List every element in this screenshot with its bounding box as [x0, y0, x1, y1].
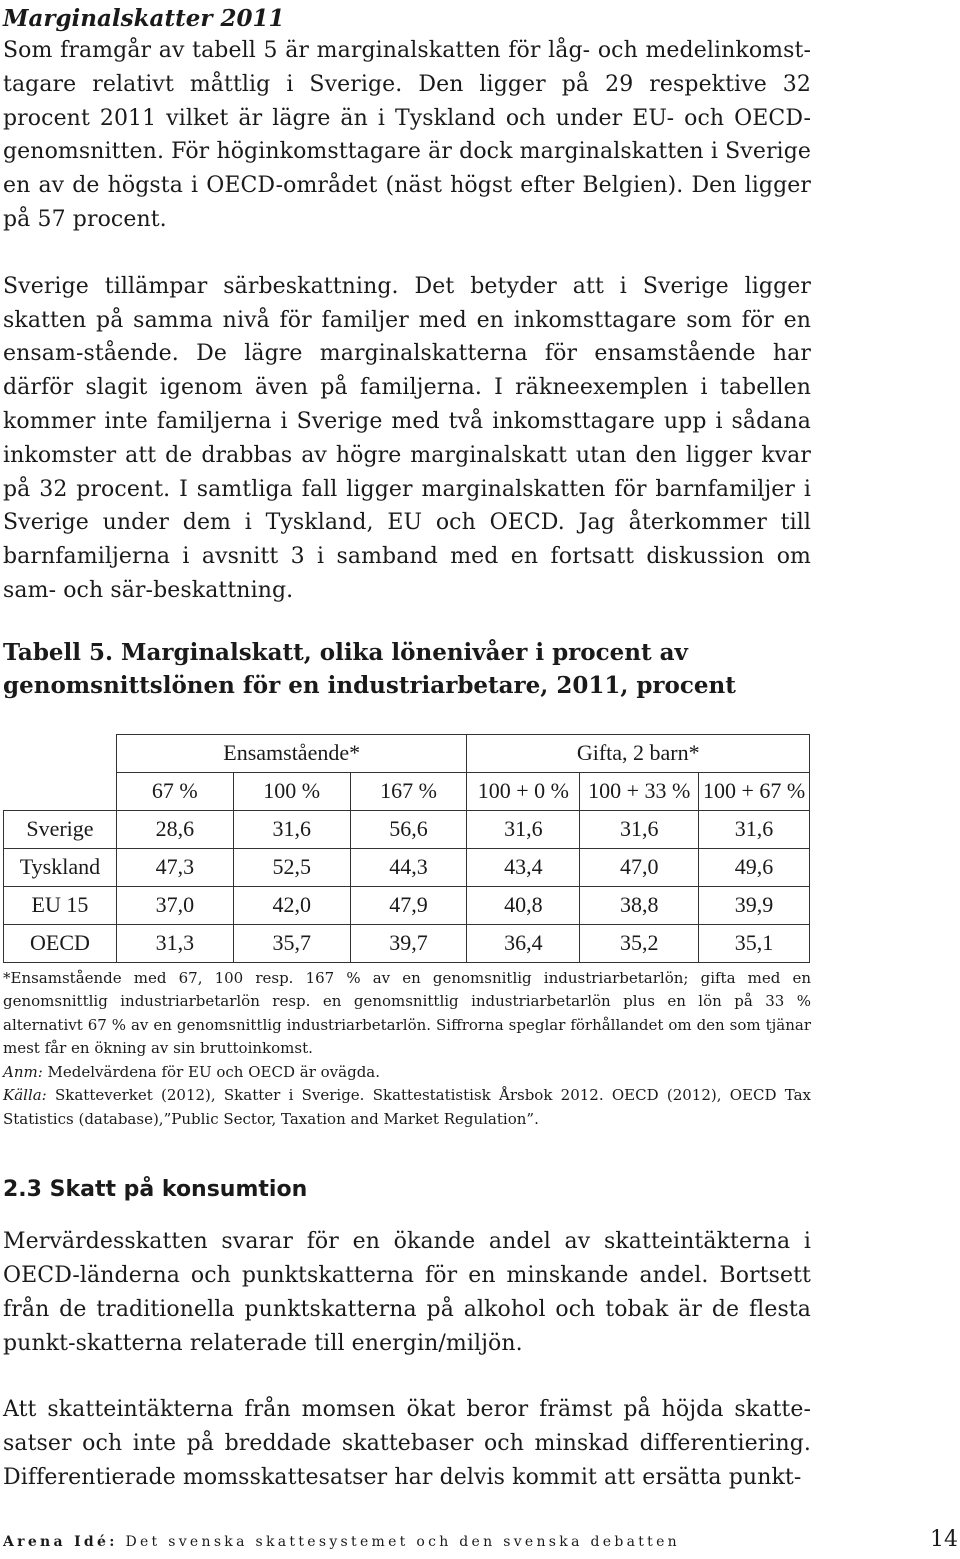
section-heading-consumption-tax: 2.3 Skatt på konsumtion: [3, 1177, 308, 1203]
paragraph-separate-taxation: Sverige tillämpar särbeskattning. Det betyder att i Sverige ligger skatten på samma nivå för familjer med en inkomsttagare som för en ensam-stående. De lägre marginalskatterna för ensamstående har därför slagit igenom även på familjerna. I räkneexemplen i tabellen kommer inte familjerna i Sverige med två inkomsttagare upp i sådana inkomster att de drabbas av högre marginalskatt utan den ligger kvar på 32 procent. I samtliga fall ligger marginalskatten för barnfamiljer i Sverige under dem i Tyskland, EU och OECD. Jag återkommer till barnfamiljerna i avsnitt 3 i samband med en fortsatt diskussion om sam- och sär-beskattning.: [3, 273, 811, 603]
paragraph-marginal-tax-intro: Som framgår av tabell 5 är marginalskatten för låg- och medelinkomst-tagare relativt måttlig i Sverige. Den ligger på 29 respektive 32 procent 2011 vilket är lägre än i Tyskland och under EU- och OECD-genomsnitten. För höginkomsttagare är dock marginalskatten i Sverige en av de högsta i OECD-området (näst högst efter Belgien). Den ligger på 57 procent.: [3, 38, 811, 232]
table-group-header-row: [4, 734, 810, 772]
table-cell: 52,5: [233, 848, 350, 886]
page-content: [3, 0, 811, 1495]
row-label-eu15: EU 15: [4, 886, 117, 924]
table-row: [4, 886, 810, 924]
header-married: Gifta, 2 barn*: [467, 734, 810, 772]
table-cell: 47,3: [116, 848, 233, 886]
sub-header-cell: 100 + 33 %: [580, 772, 699, 810]
sub-header-cell: 100 %: [233, 772, 350, 810]
table-caption-line1: Tabell 5. Marginalskatt, olika lönenivåer i procent av: [3, 638, 688, 666]
paragraph-vat-revenue: Att skatteintäkterna från momsen ökat beror främst på höjda skatte-satser och inte på breddade skattebaser och minskad differentiering. Differentierade momsskattesatser har delvis kommit att ersätta punkt-: [3, 1397, 811, 1491]
table-cell: 31,6: [699, 810, 810, 848]
table-cell: 31,6: [580, 810, 699, 848]
row-label-tyskland: Tyskland: [4, 848, 117, 886]
row-label-sverige: Sverige: [4, 810, 117, 848]
source-label: Källa:: [3, 1086, 47, 1105]
table-note: [3, 1061, 811, 1085]
table-cell: 31,3: [116, 924, 233, 962]
table-cell: 44,3: [350, 848, 467, 886]
table-corner-cell: [4, 734, 117, 772]
table-cell: 38,8: [580, 886, 699, 924]
note-text: Medelvärdena för EU och OECD är ovägda.: [42, 1062, 381, 1081]
consumption-tax-section: [3, 1225, 811, 1495]
table-cell: 39,7: [350, 924, 467, 962]
table-row: [4, 810, 810, 848]
table-cell: 36,4: [467, 924, 580, 962]
header-single: Ensamstående*: [116, 734, 467, 772]
table-cell: 37,0: [116, 886, 233, 924]
table-cell: 47,0: [580, 848, 699, 886]
table-caption: [3, 636, 811, 702]
page-number: 14: [930, 1527, 958, 1552]
table-source: [3, 1084, 811, 1131]
table-cell: 47,9: [350, 886, 467, 924]
table-corner-cell: [4, 772, 117, 810]
marginal-tax-table: [3, 734, 810, 963]
table-cell: 43,4: [467, 848, 580, 886]
table-cell: 35,2: [580, 924, 699, 962]
sub-header-cell: 167 %: [350, 772, 467, 810]
sub-header-cell: 67 %: [116, 772, 233, 810]
table-cell: 35,7: [233, 924, 350, 962]
section-title: Marginalskatter 2011: [3, 5, 285, 32]
footer-publication: [3, 1534, 680, 1550]
table-cell: 56,6: [350, 810, 467, 848]
row-label-oecd: OECD: [4, 924, 117, 962]
table-row: [4, 924, 810, 962]
table-cell: 35,1: [699, 924, 810, 962]
table-cell: 28,6: [116, 810, 233, 848]
table-cell: 49,6: [699, 848, 810, 886]
paragraph-vat: Mervärdesskatten svarar för en ökande andel av skatteintäkterna i OECD-länderna och punktskatterna för en minskande andel. Bortsett från de traditionella punktskatterna på alkohol och tobak är de flesta punkt-skatterna relaterade till energin/miljön.: [3, 1229, 811, 1356]
footer-title: Det svenska skattesystemet och den svenska debatten: [117, 1534, 680, 1550]
table-cell: 31,6: [233, 810, 350, 848]
footer-publisher: Arena Idé:: [3, 1534, 118, 1550]
source-text: Skatteverket (2012), Skatter i Sverige. Skattestatistisk Årsbok 2012. OECD (2012), OECD Tax Statistics (database),”Public Sector, Taxation and Market Regulation”.: [3, 1086, 811, 1128]
note-label: Anm:: [3, 1062, 43, 1081]
table-cell: 42,0: [233, 886, 350, 924]
table-sub-header-row: [4, 772, 810, 810]
table-caption-line2: genomsnittslönen för en industriarbetare, 2011, procent: [3, 671, 736, 699]
sub-header-cell: 100 + 67 %: [699, 772, 810, 810]
table-footnote: *Ensamstående med 67, 100 resp. 167 % av en genomsnitlig industriarbetarlön; gifta med en genomsnittlig industriarbetarlön resp. en genomsnittlig industriarbetarlön plus en lön på 33 % alternativt 67 % av en genomsnittlig industriarbetarlön. Siffrorna speglar förhållandet om den som tjänar mest får en ökning av sin bruttoinkomst.: [3, 968, 811, 1058]
table-cell: 40,8: [467, 886, 580, 924]
table-cell: 31,6: [467, 810, 580, 848]
table-cell: 39,9: [699, 886, 810, 924]
table-row: [4, 848, 810, 886]
sub-header-cell: 100 + 0 %: [467, 772, 580, 810]
